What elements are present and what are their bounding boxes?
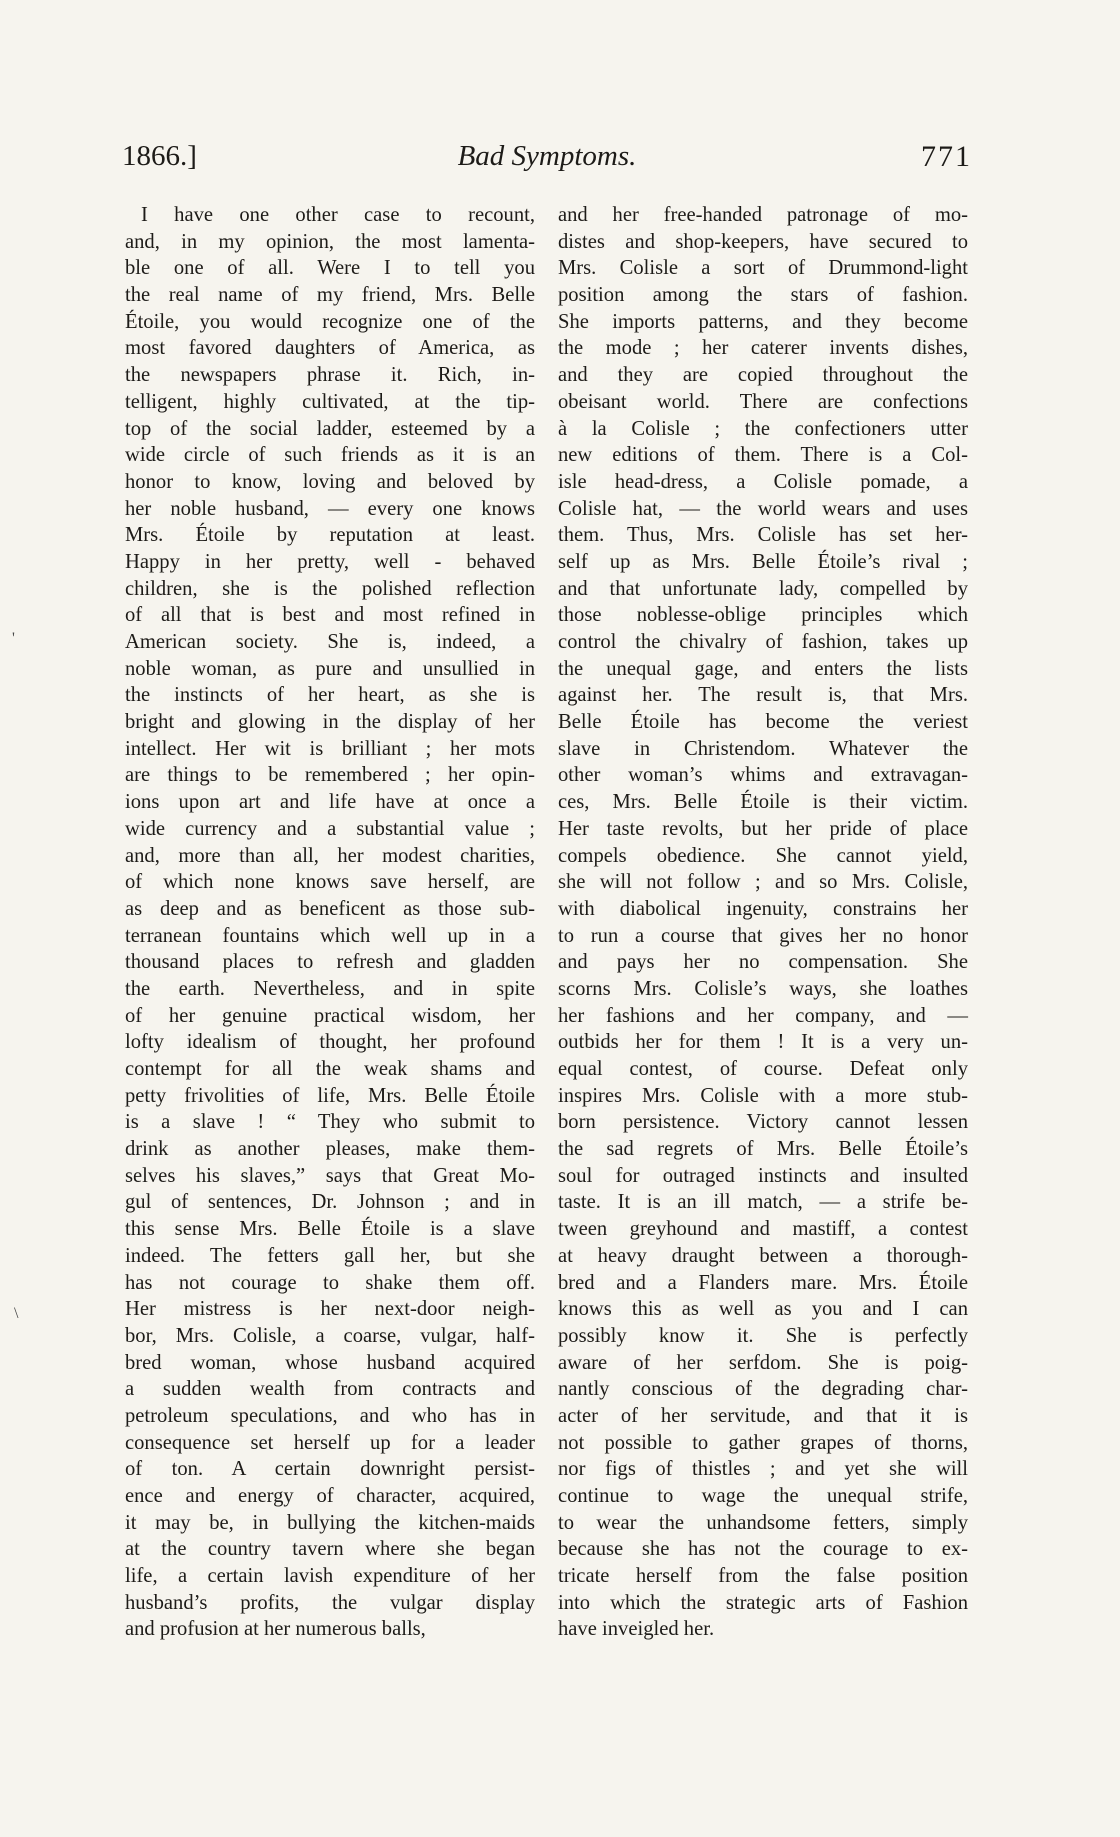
margin-mark: \ — [14, 1305, 19, 1322]
text-line: the instincts of her heart, as she is — [125, 684, 535, 707]
text-line: and, in my opinion, the most lamenta- — [125, 230, 535, 253]
text-line: have inveigled her. — [558, 1618, 715, 1641]
text-line: the unequal gage, and enters the lists — [558, 657, 968, 680]
text-line: tricate herself from the false position — [558, 1565, 968, 1588]
header-title: Bad Symptoms. — [457, 140, 637, 172]
text-line: Mrs. Étoile by reputation at least. — [125, 524, 535, 547]
text-line: bor, Mrs. Colisle, a coarse, vulgar, half- — [125, 1324, 535, 1347]
text-line: husband’s profits, the vulgar display — [125, 1591, 535, 1614]
margin-mark: ' — [12, 630, 15, 647]
text-line: isle head-dress, a Colisle pomade, a — [558, 470, 968, 493]
text-line: them. Thus, Mrs. Colisle has set her- — [558, 524, 968, 547]
text-line: as deep and as beneficent as those sub- — [125, 897, 535, 920]
text-line: born persistence. Victory cannot lessen — [558, 1111, 968, 1134]
text-line: taste. It is an ill match, — a strife be- — [558, 1191, 968, 1214]
text-line: top of the social ladder, esteemed by a — [125, 417, 535, 440]
text-line: terranean fountains which well up in a — [125, 924, 535, 947]
text-line: of her genuine practical wisdom, her — [125, 1004, 535, 1027]
text-line: intellect. Her wit is brilliant ; her mots — [125, 737, 535, 760]
text-line: not possible to gather grapes of thorns, — [558, 1431, 968, 1454]
text-line: a sudden wealth from contracts and — [125, 1378, 535, 1401]
text-line: and they are copied throughout the — [558, 364, 968, 387]
text-line: are things to be remembered ; her opin- — [125, 764, 535, 787]
text-line: at the country tavern where she began — [125, 1538, 535, 1561]
text-line: of ton. A certain downright persist- — [125, 1458, 535, 1481]
text-line: new editions of them. There is a Col- — [558, 444, 968, 467]
text-line: inspires Mrs. Colisle with a more stub- — [558, 1084, 968, 1107]
text-line: she will not follow ; and so Mrs. Colisle, — [558, 871, 968, 894]
text-line: wide circle of such friends as it is an — [125, 444, 535, 467]
text-line: Mrs. Colisle a sort of Drummond-light — [558, 257, 968, 280]
text-line: tween greyhound and mastiff, a contest — [558, 1218, 968, 1241]
text-line: Étoile, you would recognize one of the — [125, 310, 535, 333]
text-line: contempt for all the weak shams and — [125, 1058, 535, 1080]
text-line: wide currency and a substantial value ; — [125, 817, 535, 840]
text-line: and profusion at her numerous balls, — [125, 1618, 426, 1641]
text-line: is a slave ! “ They who submit to — [125, 1111, 535, 1134]
text-line: position among the stars of fashion. — [558, 284, 968, 307]
text-line: indeed. The fetters gall her, but she — [125, 1244, 535, 1267]
text-line: continue to wage the unequal strife, — [558, 1485, 968, 1507]
text-line: of all that is best and most refined in — [125, 604, 535, 627]
text-line: of which none knows save herself, are — [125, 871, 535, 894]
text-line: it may be, in bullying the kitchen-maids — [125, 1511, 535, 1534]
text-line: most favored daughters of America, as — [125, 337, 535, 360]
text-line: petroleum speculations, and who has in — [125, 1404, 535, 1427]
text-line: Her mistress is her next-door neigh- — [125, 1298, 535, 1321]
text-line: her noble husband, — every one knows — [125, 497, 535, 520]
text-line: lofty idealism of thought, her profound — [125, 1031, 535, 1054]
text-line: drink as another pleases, make them- — [125, 1138, 535, 1161]
text-line: against her. The result is, that Mrs. — [558, 684, 968, 707]
text-line: the sad regrets of Mrs. Belle Étoile’s — [558, 1138, 968, 1161]
text-line: possibly know it. She is perfectly — [558, 1324, 968, 1347]
left-column — [125, 202, 535, 1643]
text-line: noble woman, as pure and unsullied in — [125, 657, 535, 680]
text-line: to run a course that gives her no honor — [558, 924, 968, 947]
text-line: and, more than all, her modest charities, — [125, 844, 535, 867]
text-line: gul of sentences, Dr. Johnson ; and in — [125, 1191, 535, 1214]
text-line: bred and a Flanders mare. Mrs. Étoile — [558, 1271, 968, 1294]
text-line: thousand places to refresh and gladden — [125, 951, 535, 974]
text-line: with diabolical ingenuity, constrains her — [558, 897, 968, 920]
text-line: to wear the unhandsome fetters, simply — [558, 1511, 968, 1534]
text-line: and that unfortunate lady, compelled by — [558, 577, 968, 600]
page-number: 771 — [921, 140, 972, 173]
text-line: consequence set herself up for a leader — [125, 1431, 535, 1454]
text-line: nantly conscious of the degrading char- — [558, 1378, 968, 1401]
running-header — [122, 140, 972, 180]
text-line: Happy in her pretty, well - behaved — [125, 550, 535, 573]
text-line: and her free-handed patronage of mo- — [558, 204, 968, 226]
text-line: distes and shop-keepers, have secured to — [558, 230, 968, 253]
text-line: aware of her serfdom. She is poig- — [558, 1351, 968, 1374]
text-line: equal contest, of course. Defeat only — [558, 1058, 968, 1080]
text-line: and pays her no compensation. She — [558, 951, 968, 974]
text-line: I have one other case to recount, — [141, 204, 535, 226]
text-line: acter of her servitude, and that it is — [558, 1404, 968, 1427]
text-line: soul for outraged instincts and insulted — [558, 1164, 968, 1187]
text-line: Her taste revolts, but her pride of place — [558, 817, 968, 840]
text-line: ces, Mrs. Belle Étoile is their victim. — [558, 791, 968, 814]
text-line: her fashions and her company, and — — [558, 1004, 968, 1027]
text-line: obeisant world. There are confections — [558, 390, 968, 413]
text-line: knows this as well as you and I can — [558, 1298, 968, 1321]
text-line: at heavy draught between a thorough- — [558, 1244, 968, 1267]
text-line: petty frivolities of life, Mrs. Belle Étoile — [125, 1084, 535, 1107]
text-line: those noblesse-oblige principles which — [558, 604, 968, 627]
text-line: because she has not the courage to ex- — [558, 1538, 968, 1561]
text-line: bright and glowing in the display of her — [125, 711, 535, 734]
text-line: selves his slaves,” says that Great Mo- — [125, 1164, 535, 1187]
text-line: other woman’s whims and extravagan- — [558, 764, 968, 787]
text-line: bred woman, whose husband acquired — [125, 1351, 535, 1374]
text-line: Colisle hat, — the world wears and uses — [558, 497, 968, 520]
text-line: outbids her for them ! It is a very un- — [558, 1031, 968, 1054]
text-line: scorns Mrs. Colisle’s ways, she loathes — [558, 977, 968, 1000]
text-line: the earth. Nevertheless, and in spite — [125, 977, 535, 1000]
text-line: She imports patterns, and they become — [558, 310, 968, 333]
text-line: nor figs of thistles ; and yet she will — [558, 1458, 968, 1481]
text-line: slave in Christendom. Whatever the — [558, 737, 968, 760]
text-line: self up as Mrs. Belle Étoile’s rival ; — [558, 550, 968, 573]
text-line: life, a certain lavish expenditure of her — [125, 1565, 535, 1588]
text-line: this sense Mrs. Belle Étoile is a slave — [125, 1218, 535, 1241]
text-line: à la Colisle ; the confectioners utter — [558, 417, 968, 440]
text-line: control the chivalry of fashion, takes up — [558, 631, 968, 653]
right-column — [558, 202, 968, 1643]
text-line: telligent, highly cultivated, at the tip- — [125, 390, 535, 413]
header-year: 1866.] — [122, 140, 197, 172]
text-line: has not courage to shake them off. — [125, 1271, 535, 1294]
text-line: the newspapers phrase it. Rich, in- — [125, 364, 535, 387]
text-line: Belle Étoile has become the veriest — [558, 711, 968, 734]
text-line: the mode ; her caterer invents dishes, — [558, 337, 968, 360]
text-line: American society. She is, indeed, a — [125, 631, 535, 653]
text-line: honor to know, loving and beloved by — [125, 470, 535, 493]
text-line: ions upon art and life have at once a — [125, 791, 535, 814]
text-line: ble one of all. Were I to tell you — [125, 257, 535, 280]
text-line: into which the strategic arts of Fashion — [558, 1591, 968, 1614]
text-line: children, she is the polished reflection — [125, 577, 535, 600]
text-line: compels obedience. She cannot yield, — [558, 844, 968, 867]
text-line: the real name of my friend, Mrs. Belle — [125, 284, 535, 307]
text-line: ence and energy of character, acquired, — [125, 1485, 535, 1507]
